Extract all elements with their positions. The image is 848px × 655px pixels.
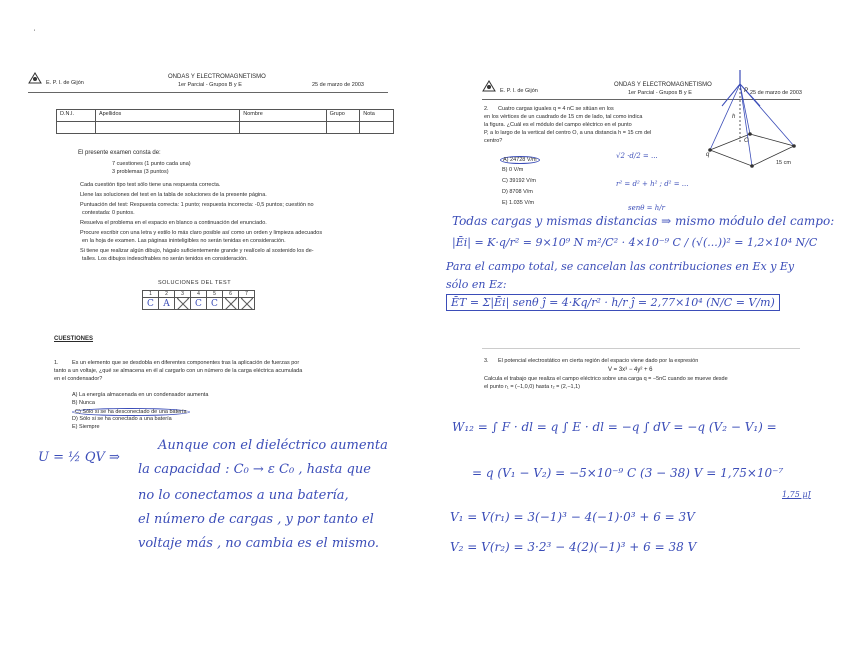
solution-answer: C [191, 298, 207, 310]
solution-number: 7 [239, 291, 255, 298]
q3-text-line: El potencial electrostático en cierta región del espacio viene dado por la expresión [498, 358, 699, 364]
university-logo-icon [28, 72, 42, 84]
dni-label: D.N.I. [57, 110, 96, 122]
handwritten-answer-line: voltaje más , no cambia es el mismo. [138, 536, 380, 551]
q1-option[interactable]: E) Siempre [72, 424, 100, 430]
q1-option[interactable]: A) La energía almacenada en un condensador aumenta [72, 392, 209, 398]
handwritten-units: 1,75 μJ [782, 490, 811, 499]
rule-item: Cada cuestión tipo test sólo tiene una respuesta correcta. [80, 182, 221, 188]
q2-text-line: P, a lo largo de la vertical del centro O, a una distancia h = 15 cm del [484, 130, 652, 136]
exam-page-left [20, 52, 420, 617]
exam-subtitle: 1er Parcial - Grupos B y E [628, 90, 692, 96]
q2-text-line: la figura. ¿Cuál es el módulo del campo eléctrico en el punto [484, 122, 632, 128]
figure-label-P: P [744, 88, 749, 94]
handwritten-equation: V₁ = V(r₁) = 3(−1)³ − 4(−1)·0³ + 6 = 3V [450, 510, 695, 524]
stray-mark: ' [34, 30, 36, 36]
q3-text-line: Calcula el trabajo que realiza el campo eléctrico sobre una carga q = −5nC cuando se mueve desde [484, 376, 728, 382]
cuestiones-title: CUESTIONES [54, 336, 94, 342]
handwritten-line: sólo en Ez: [446, 278, 507, 291]
q1-option-selected[interactable]: C) Sólo si se ha desconectado de una batería [72, 408, 190, 416]
q1-number: 1. [54, 360, 59, 366]
handwritten-answer-line: el número de cargas , y por tanto el [138, 512, 374, 527]
rule-item: talles. Los dibujos indescifrables no serán tenidos en consideración. [82, 256, 248, 262]
handwritten-answer-line: Aunque con el dieléctrico aumenta [158, 438, 388, 453]
charge-figure [690, 70, 832, 205]
solution-answer: C [207, 298, 223, 310]
q2-text-line: centro? [484, 138, 503, 144]
rule-item: en la hoja de examen. Las páginas ininteligibles no serán tenidas en consideración. [82, 238, 286, 244]
solution-number: 6 [223, 291, 239, 298]
q2-text-line: en los vértices de un cuadrado de 15 cm de lado, tal como indica [484, 114, 643, 120]
handwritten-answer-line: no lo conectamos a una batería, [138, 488, 349, 503]
rule-item: contestada: 0 puntos. [82, 210, 135, 216]
q2-option[interactable]: E) 1.035 V/m [502, 200, 535, 206]
school-name: E. P. I. de Gijón [46, 80, 84, 86]
q2-text-line: Cuatro cargas iguales q = 4 nC se sitúan en los [498, 106, 614, 112]
q2-option[interactable]: D) 8708 V/m [502, 189, 533, 195]
q2-number: 2. [484, 106, 489, 112]
exam-page-right [432, 52, 835, 617]
handwritten-line: Para el campo total, se cancelan las contribuciones en Ex y Ey [446, 260, 795, 273]
solutions-table [142, 290, 255, 310]
side-note: senθ = h/r [628, 204, 665, 212]
handwritten-result-boxed: ĒT = Σ|Ēi| senθ ĵ = 4·Kq/r² · h/r ĵ = 2,77×10⁴ (N/C = V/m) [446, 294, 780, 311]
solution-number: 1 [143, 291, 159, 298]
handwritten-formula: |Ēi| = K·q/r² = 9×10⁹ N m²/C² · 4×10⁻⁹ C / (√(...))² = 1,2×10⁴ N/C [452, 236, 818, 249]
course-title: ONDAS Y ELECTROMAGNETISMO [168, 74, 266, 80]
q1-option[interactable]: D) Sólo si se ha conectado a una batería [72, 416, 172, 422]
course-title: ONDAS Y ELECTROMAGNETISMO [614, 82, 712, 88]
side-note: r² = d² + h² ; d² = ... [616, 180, 689, 188]
q3-number: 3. [484, 358, 489, 364]
rule-item: Si tiene que realizar algún dibujo, hágalo suficientemente grande y realícelo al sostenido los de- [80, 248, 314, 254]
exam-subtitle: 1er Parcial - Grupos B y E [178, 82, 242, 88]
solution-answer: A [159, 298, 175, 310]
solutions-title: SOLUCIONES DEL TEST [158, 280, 232, 286]
handwritten-formula: U = ½ QV ⇒ [38, 450, 120, 465]
q1-text-line: en el condensador? [54, 376, 103, 382]
exam-date: 25 de marzo de 2003 [312, 82, 364, 88]
solution-answer-crossed [239, 298, 255, 310]
q3-text-line: el punto r₁ = (−1,0,0) hasta r₂ = (2,−1,1) [484, 384, 581, 390]
solution-answer-crossed [175, 298, 191, 310]
university-logo-icon [482, 80, 496, 92]
solution-answer-crossed [223, 298, 239, 310]
rule-item: Procure escribir con una letra y estilo lo más claro posible así como un orden y limpieza adecuados [80, 230, 323, 236]
figure-label-side: 15 cm [776, 160, 791, 166]
handwritten-line: Todas cargas y mismas distancias ⇒ mismo módulo del campo: [452, 214, 835, 228]
exam-date: 25 de marzo de 2003 [750, 90, 802, 96]
intro-text: El presente examen consta de: [78, 150, 161, 156]
handwritten-answer-line: la capacidad : C₀ → ε C₀ , hasta que [138, 462, 371, 477]
solution-number: 4 [191, 291, 207, 298]
q2-option-selected[interactable]: A) 24728 V/m [500, 156, 540, 164]
school-name: E. P. I. de Gijón [500, 88, 538, 94]
nota-label: Nota [360, 110, 394, 122]
q2-option[interactable]: C) 39192 V/m [502, 178, 536, 184]
rule-item: Puntuación del test: Respuesta correcta: 1 punto; respuesta incorrecta: -0,5 puntos; cuestión no [80, 202, 314, 208]
apellidos-label: Apellidos [95, 110, 239, 122]
figure-label-O: O [744, 138, 749, 144]
q3-potential-expression: V = 3x³ − 4y² + 6 [608, 367, 653, 373]
q1-text-line: tanto a un voltaje, ¿qué se almacena en él al cargarlo con un número de la carga eléctrica acumulada [54, 368, 303, 374]
q1-text-line: Es un elemento que se desdobla en diferentes componentes tras la aplicación de fuerzas por [72, 360, 300, 366]
solution-number: 2 [159, 291, 175, 298]
figure-label-h: h [732, 114, 736, 120]
solution-number: 3 [175, 291, 191, 298]
handwritten-equation: W₁₂ = ∫ F · dl = q ∫ E · dl = −q ∫ dV = −q (V₂ − V₁) = [452, 420, 777, 434]
student-id-table [56, 109, 394, 134]
part-problemas: 3 problemas (3 puntos) [112, 169, 169, 175]
grupo-label: Grupo [326, 110, 360, 122]
q1-option[interactable]: B) Nunca [72, 400, 95, 406]
handwritten-equation: V₂ = V(r₂) = 3·2³ − 4(2)(−1)³ + 6 = 38 V [450, 540, 697, 554]
side-note: √2 ·d/2 = ... [616, 152, 658, 160]
rule-item: Llene las soluciones del test en la tabla de soluciones de la presente página. [80, 192, 267, 198]
part-cuestiones: 7 cuestiones (1 punto cada una) [112, 161, 191, 167]
figure-label-q: q [706, 152, 710, 158]
q2-option[interactable]: B) 0 V/m [502, 167, 524, 173]
solution-number: 5 [207, 291, 223, 298]
handwritten-equation: = q (V₁ − V₂) = −5×10⁻⁹ C (3 − 38) V = 1,75×10⁻⁷ [472, 466, 784, 480]
nombre-label: Nombre [240, 110, 326, 122]
solution-answer: C [143, 298, 159, 310]
rule-item: Resuelva el problema en el espacio en blanco a continuación del enunciado. [80, 220, 267, 226]
